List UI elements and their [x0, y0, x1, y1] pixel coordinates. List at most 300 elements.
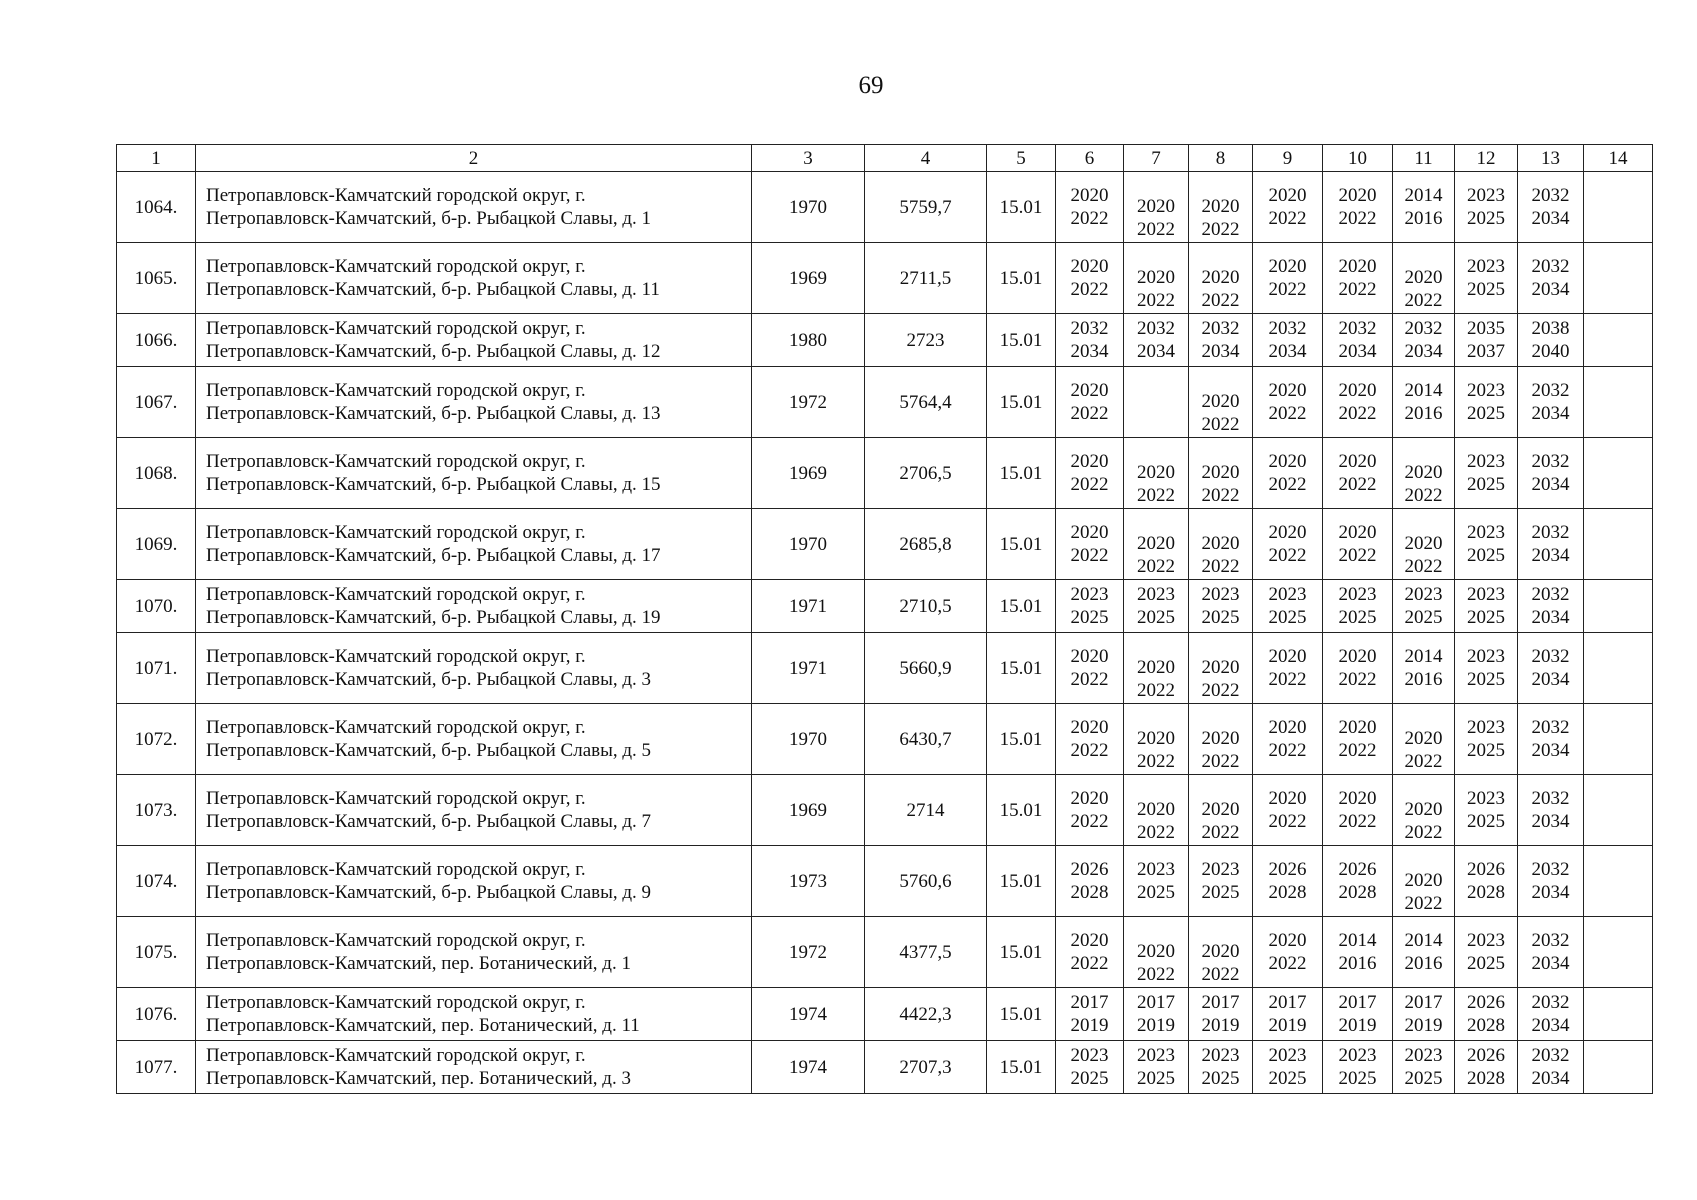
period-col-13 [1518, 1041, 1584, 1094]
period-col-6 [1056, 580, 1124, 633]
col-5-value: 15.01 [987, 1041, 1056, 1094]
row-number: 1067. [117, 367, 196, 438]
period-col-11 [1393, 846, 1455, 917]
period-value: 2020 2022 [1338, 522, 1377, 566]
period-col-13 [1518, 314, 1584, 367]
period-col-6 [1056, 367, 1124, 438]
period-value: 2020 2022 [1338, 380, 1377, 424]
period-value: 2020 2022 [1268, 256, 1307, 300]
period-col-13 [1518, 846, 1584, 917]
address-line-1: Петропавловск-Камчатский городской округ, г. [206, 256, 586, 277]
period-value: 2020 2022 [1268, 185, 1307, 229]
period-value: 2020 2022 [1201, 657, 1240, 701]
period-col-12 [1455, 704, 1518, 775]
period-col-10 [1323, 438, 1393, 509]
period-value: 2020 2022 [1338, 256, 1377, 300]
period-value: 2032 2034 [1531, 451, 1570, 495]
period-col-9 [1253, 775, 1323, 846]
period-value: 2032 2034 [1070, 318, 1109, 362]
address-line-2: Петропавловск-Камчатский, б-р. Рыбацкой Славы, д. 9 [206, 882, 652, 903]
address [196, 704, 752, 775]
period-value: 2020 2022 [1268, 788, 1307, 832]
period-col-9 [1253, 580, 1323, 633]
period-col-8 [1189, 367, 1253, 438]
period-value: 2026 2028 [1467, 859, 1505, 903]
col-5-value: 15.01 [987, 438, 1056, 509]
table-row [117, 917, 1653, 988]
table-row [117, 1041, 1653, 1094]
period-col-14 [1584, 1041, 1653, 1094]
period-value: 2032 2034 [1531, 522, 1570, 566]
address [196, 1041, 752, 1094]
column-number: 4 [865, 145, 987, 172]
address-line-1: Петропавловск-Камчатский городской округ, г. [206, 859, 586, 880]
period-value: 2026 2028 [1467, 992, 1505, 1036]
build-year: 1971 [752, 580, 865, 633]
column-number: 8 [1189, 145, 1253, 172]
period-col-9 [1253, 633, 1323, 704]
period-col-14 [1584, 633, 1653, 704]
period-value: 2026 2028 [1338, 859, 1377, 903]
period-col-7 [1124, 580, 1189, 633]
period-col-12 [1455, 988, 1518, 1041]
period-value: 2020 2022 [1137, 196, 1175, 240]
period-col-12 [1455, 172, 1518, 243]
row-number: 1071. [117, 633, 196, 704]
table-row [117, 988, 1653, 1041]
period-col-7 [1124, 704, 1189, 775]
period-col-14 [1584, 580, 1653, 633]
period-value: 2020 2022 [1338, 717, 1377, 761]
period-col-10 [1323, 846, 1393, 917]
period-col-13 [1518, 704, 1584, 775]
period-col-10 [1323, 1041, 1393, 1094]
period-value: 2020 2022 [1404, 267, 1443, 311]
address [196, 314, 752, 367]
row-number: 1076. [117, 988, 196, 1041]
address [196, 917, 752, 988]
period-col-9 [1253, 243, 1323, 314]
address-line-2: Петропавловск-Камчатский, б-р. Рыбацкой Славы, д. 11 [206, 279, 660, 300]
address-line-2: Петропавловск-Камчатский, пер. Ботанический, д. 3 [206, 1068, 631, 1089]
period-col-13 [1518, 367, 1584, 438]
col-5-value: 15.01 [987, 314, 1056, 367]
col-5-value: 15.01 [987, 580, 1056, 633]
period-value: 2023 2025 [1467, 788, 1505, 832]
period-value: 2017 2019 [1338, 992, 1377, 1036]
period-value: 2020 2022 [1268, 930, 1307, 974]
area: 4422,3 [865, 988, 987, 1041]
period-value: 2020 2022 [1070, 646, 1109, 690]
col-5-value: 15.01 [987, 367, 1056, 438]
period-value: 2017 2019 [1268, 992, 1307, 1036]
row-number: 1066. [117, 314, 196, 367]
build-year: 1969 [752, 438, 865, 509]
row-number: 1068. [117, 438, 196, 509]
period-value: 2023 2025 [1338, 584, 1377, 628]
period-value: 2023 2025 [1201, 584, 1240, 628]
address [196, 243, 752, 314]
period-col-9 [1253, 917, 1323, 988]
col-5-value: 15.01 [987, 988, 1056, 1041]
column-number: 2 [196, 145, 752, 172]
period-col-8 [1189, 243, 1253, 314]
period-value: 2023 2025 [1201, 1045, 1240, 1089]
period-value: 2023 2025 [1467, 646, 1505, 690]
period-value: 2017 2019 [1201, 992, 1240, 1036]
period-value: 2020 2022 [1137, 728, 1175, 772]
period-value: 2020 2022 [1268, 522, 1307, 566]
period-value: 2020 2022 [1201, 462, 1240, 506]
area: 2711,5 [865, 243, 987, 314]
period-col-9 [1253, 509, 1323, 580]
row-number: 1070. [117, 580, 196, 633]
address-line-2: Петропавловск-Камчатский, пер. Ботанический, д. 11 [206, 1015, 640, 1036]
build-year: 1972 [752, 367, 865, 438]
period-col-13 [1518, 633, 1584, 704]
period-col-11 [1393, 243, 1455, 314]
period-value: 2023 2025 [1467, 584, 1505, 628]
period-value: 2023 2025 [1404, 584, 1443, 628]
period-value: 2020 2022 [1201, 941, 1240, 985]
area: 5660,9 [865, 633, 987, 704]
period-col-12 [1455, 846, 1518, 917]
address-line-1: Петропавловск-Камчатский городской округ, г. [206, 522, 586, 543]
period-value: 2020 2022 [1201, 799, 1240, 843]
period-col-12 [1455, 1041, 1518, 1094]
period-value: 2020 2022 [1137, 799, 1175, 843]
period-value: 2032 2034 [1404, 318, 1443, 362]
period-col-10 [1323, 509, 1393, 580]
address [196, 438, 752, 509]
period-col-11 [1393, 580, 1455, 633]
period-value: 2020 2022 [1070, 522, 1109, 566]
period-col-6 [1056, 917, 1124, 988]
period-value: 2020 2022 [1137, 941, 1175, 985]
row-number: 1064. [117, 172, 196, 243]
address-line-2: Петропавловск-Камчатский, б-р. Рыбацкой Славы, д. 1 [206, 208, 652, 229]
column-number: 3 [752, 145, 865, 172]
period-col-6 [1056, 704, 1124, 775]
period-value: 2032 2034 [1338, 318, 1377, 362]
period-col-13 [1518, 509, 1584, 580]
period-col-14 [1584, 314, 1653, 367]
period-value: 2020 2022 [1201, 196, 1240, 240]
period-value: 2032 2034 [1531, 256, 1570, 300]
period-col-11 [1393, 367, 1455, 438]
period-col-11 [1393, 172, 1455, 243]
col-5-value: 15.01 [987, 243, 1056, 314]
address-line-2: Петропавловск-Камчатский, б-р. Рыбацкой Славы, д. 13 [206, 403, 661, 424]
period-value: 2020 2022 [1201, 728, 1240, 772]
period-col-8 [1189, 438, 1253, 509]
address-line-1: Петропавловск-Камчатский городской округ, г. [206, 717, 586, 738]
period-value: 2020 2022 [1070, 788, 1109, 832]
period-col-7 [1124, 314, 1189, 367]
area: 5759,7 [865, 172, 987, 243]
period-col-6 [1056, 438, 1124, 509]
period-col-11 [1393, 314, 1455, 367]
period-col-9 [1253, 846, 1323, 917]
row-number: 1073. [117, 775, 196, 846]
period-value: 2023 2025 [1137, 859, 1175, 903]
address [196, 367, 752, 438]
area: 2685,8 [865, 509, 987, 580]
period-col-11 [1393, 438, 1455, 509]
period-value: 2023 2025 [1338, 1045, 1377, 1089]
period-col-9 [1253, 172, 1323, 243]
address-line-1: Петропавловск-Камчатский городской округ, г. [206, 788, 586, 809]
col-5-value: 15.01 [987, 846, 1056, 917]
period-col-8 [1189, 633, 1253, 704]
address-line-1: Петропавловск-Камчатский городской округ, г. [206, 584, 586, 605]
period-col-9 [1253, 704, 1323, 775]
period-col-7 [1124, 775, 1189, 846]
period-value: 2020 2022 [1201, 533, 1240, 577]
build-year: 1969 [752, 243, 865, 314]
period-col-10 [1323, 704, 1393, 775]
period-value: 2026 2028 [1467, 1045, 1505, 1089]
row-number: 1074. [117, 846, 196, 917]
period-value: 2020 2022 [1137, 657, 1175, 701]
period-value: 2032 2034 [1531, 584, 1570, 628]
table-row [117, 846, 1653, 917]
period-col-11 [1393, 917, 1455, 988]
period-col-9 [1253, 367, 1323, 438]
address-line-1: Петропавловск-Камчатский городской округ, г. [206, 451, 586, 472]
address [196, 580, 752, 633]
period-value: 2032 2034 [1531, 185, 1570, 229]
period-col-10 [1323, 775, 1393, 846]
column-number: 6 [1056, 145, 1124, 172]
address [196, 509, 752, 580]
period-col-14 [1584, 775, 1653, 846]
period-col-8 [1189, 172, 1253, 243]
period-col-6 [1056, 988, 1124, 1041]
period-value: 2020 2022 [1268, 717, 1307, 761]
address [196, 846, 752, 917]
period-value: 2032 2034 [1531, 717, 1570, 761]
period-col-7 [1124, 243, 1189, 314]
period-value: 2023 2025 [1467, 451, 1505, 495]
period-col-14 [1584, 172, 1653, 243]
area: 4377,5 [865, 917, 987, 988]
period-col-12 [1455, 509, 1518, 580]
build-year: 1972 [752, 917, 865, 988]
column-number: 14 [1584, 145, 1653, 172]
period-col-10 [1323, 917, 1393, 988]
table-row [117, 775, 1653, 846]
period-col-6 [1056, 846, 1124, 917]
period-value: 2032 2034 [1531, 859, 1570, 903]
build-year: 1974 [752, 988, 865, 1041]
build-year: 1980 [752, 314, 865, 367]
period-value: 2017 2019 [1137, 992, 1175, 1036]
period-col-7 [1124, 846, 1189, 917]
period-col-10 [1323, 172, 1393, 243]
build-year: 1973 [752, 846, 865, 917]
column-number: 11 [1393, 145, 1455, 172]
period-col-10 [1323, 243, 1393, 314]
page-number: 69 [858, 72, 884, 99]
table-row [117, 243, 1653, 314]
column-number: 1 [117, 145, 196, 172]
row-number: 1077. [117, 1041, 196, 1094]
period-value: 2020 2022 [1201, 267, 1240, 311]
period-value: 2023 2025 [1467, 717, 1505, 761]
period-col-11 [1393, 1041, 1455, 1094]
period-value: 2023 2025 [1268, 1045, 1307, 1089]
table-row [117, 172, 1653, 243]
period-col-12 [1455, 314, 1518, 367]
period-value: 2020 2022 [1137, 267, 1175, 311]
period-col-14 [1584, 243, 1653, 314]
build-year: 1970 [752, 172, 865, 243]
period-col-10 [1323, 580, 1393, 633]
period-value: 2020 2022 [1338, 185, 1377, 229]
period-value: 2020 2022 [1338, 451, 1377, 495]
period-value: 2020 2022 [1070, 380, 1109, 424]
address-line-1: Петропавловск-Камчатский городской округ, г. [206, 930, 586, 951]
address-line-2: Петропавловск-Камчатский, б-р. Рыбацкой Славы, д. 17 [206, 545, 661, 566]
row-number: 1075. [117, 917, 196, 988]
period-value: 2023 2025 [1467, 522, 1505, 566]
period-col-8 [1189, 846, 1253, 917]
period-col-11 [1393, 509, 1455, 580]
column-number-row [117, 145, 1653, 172]
period-value: 2014 2016 [1404, 185, 1443, 229]
row-number: 1072. [117, 704, 196, 775]
period-value: 2032 2034 [1201, 318, 1240, 362]
period-col-8 [1189, 509, 1253, 580]
area: 2723 [865, 314, 987, 367]
period-col-11 [1393, 775, 1455, 846]
column-number: 10 [1323, 145, 1393, 172]
period-value: 2023 2025 [1137, 584, 1175, 628]
period-value: 2014 2016 [1338, 930, 1377, 974]
period-col-6 [1056, 314, 1124, 367]
area: 5760,6 [865, 846, 987, 917]
period-col-7 [1124, 509, 1189, 580]
address-line-1: Петропавловск-Камчатский городской округ, г. [206, 380, 586, 401]
period-value: 2023 2025 [1404, 1045, 1443, 1089]
address-line-2: Петропавловск-Камчатский, б-р. Рыбацкой Славы, д. 3 [206, 669, 652, 690]
period-value: 2020 2022 [1404, 728, 1443, 772]
period-value: 2032 2034 [1531, 646, 1570, 690]
period-value: 2020 2022 [1268, 451, 1307, 495]
period-value: 2032 2034 [1137, 318, 1175, 362]
period-col-10 [1323, 633, 1393, 704]
column-number: 5 [987, 145, 1056, 172]
address-line-1: Петропавловск-Камчатский городской округ, г. [206, 318, 586, 339]
table-row [117, 704, 1653, 775]
period-value: 2023 2025 [1201, 859, 1240, 903]
period-value: 2020 2022 [1070, 185, 1109, 229]
period-value: 2020 2022 [1070, 717, 1109, 761]
period-col-10 [1323, 314, 1393, 367]
period-value: 2032 2034 [1531, 992, 1570, 1036]
period-value: 2014 2016 [1404, 646, 1443, 690]
area: 2710,5 [865, 580, 987, 633]
table-row [117, 580, 1653, 633]
period-col-14 [1584, 509, 1653, 580]
col-5-value: 15.01 [987, 172, 1056, 243]
period-col-6 [1056, 775, 1124, 846]
period-value: 2020 2022 [1404, 799, 1443, 843]
area: 5764,4 [865, 367, 987, 438]
address-line-1: Петропавловск-Камчатский городской округ, г. [206, 1045, 586, 1066]
col-5-value: 15.01 [987, 917, 1056, 988]
period-col-12 [1455, 580, 1518, 633]
period-col-14 [1584, 438, 1653, 509]
period-value: 2020 2022 [1404, 462, 1443, 506]
period-col-6 [1056, 243, 1124, 314]
area: 2707,3 [865, 1041, 987, 1094]
build-year: 1970 [752, 509, 865, 580]
area: 2714 [865, 775, 987, 846]
area: 2706,5 [865, 438, 987, 509]
period-col-12 [1455, 438, 1518, 509]
address-line-2: Петропавловск-Камчатский, б-р. Рыбацкой Славы, д. 15 [206, 474, 661, 495]
period-value: 2014 2016 [1404, 930, 1443, 974]
period-value: 2020 2022 [1137, 533, 1175, 577]
period-col-8 [1189, 988, 1253, 1041]
period-value: 2023 2025 [1268, 584, 1307, 628]
period-col-13 [1518, 988, 1584, 1041]
build-year: 1970 [752, 704, 865, 775]
period-col-14 [1584, 917, 1653, 988]
col-5-value: 15.01 [987, 775, 1056, 846]
address-line-1: Петропавловск-Камчатский городской округ, г. [206, 646, 586, 667]
period-col-9 [1253, 1041, 1323, 1094]
period-col-14 [1584, 846, 1653, 917]
table-row [117, 509, 1653, 580]
period-col-9 [1253, 438, 1323, 509]
period-value: 2026 2028 [1268, 859, 1307, 903]
period-col-12 [1455, 775, 1518, 846]
column-number: 13 [1518, 145, 1584, 172]
build-year: 1969 [752, 775, 865, 846]
column-number: 7 [1124, 145, 1189, 172]
period-col-13 [1518, 438, 1584, 509]
build-year: 1974 [752, 1041, 865, 1094]
address-line-1: Петропавловск-Камчатский городской округ, г. [206, 992, 586, 1013]
period-value: 2020 2022 [1070, 930, 1109, 974]
period-col-12 [1455, 367, 1518, 438]
period-col-12 [1455, 243, 1518, 314]
period-value: 2020 2022 [1404, 533, 1443, 577]
period-value: 2038 2040 [1531, 318, 1570, 362]
period-col-14 [1584, 988, 1653, 1041]
period-value: 2023 2025 [1137, 1045, 1175, 1089]
period-col-7 [1124, 1041, 1189, 1094]
period-col-6 [1056, 633, 1124, 704]
period-col-13 [1518, 917, 1584, 988]
period-value: 2035 2037 [1467, 318, 1505, 362]
period-value: 2020 2022 [1268, 380, 1307, 424]
period-value: 2023 2025 [1467, 380, 1505, 424]
period-value: 2023 2025 [1467, 930, 1505, 974]
period-value: 2032 2034 [1531, 788, 1570, 832]
period-col-7 [1124, 917, 1189, 988]
build-year: 1971 [752, 633, 865, 704]
table-row [117, 314, 1653, 367]
period-value: 2020 2022 [1338, 788, 1377, 832]
period-col-11 [1393, 988, 1455, 1041]
address [196, 172, 752, 243]
col-5-value: 15.01 [987, 633, 1056, 704]
address-line-2: Петропавловск-Камчатский, б-р. Рыбацкой Славы, д. 5 [206, 740, 652, 761]
